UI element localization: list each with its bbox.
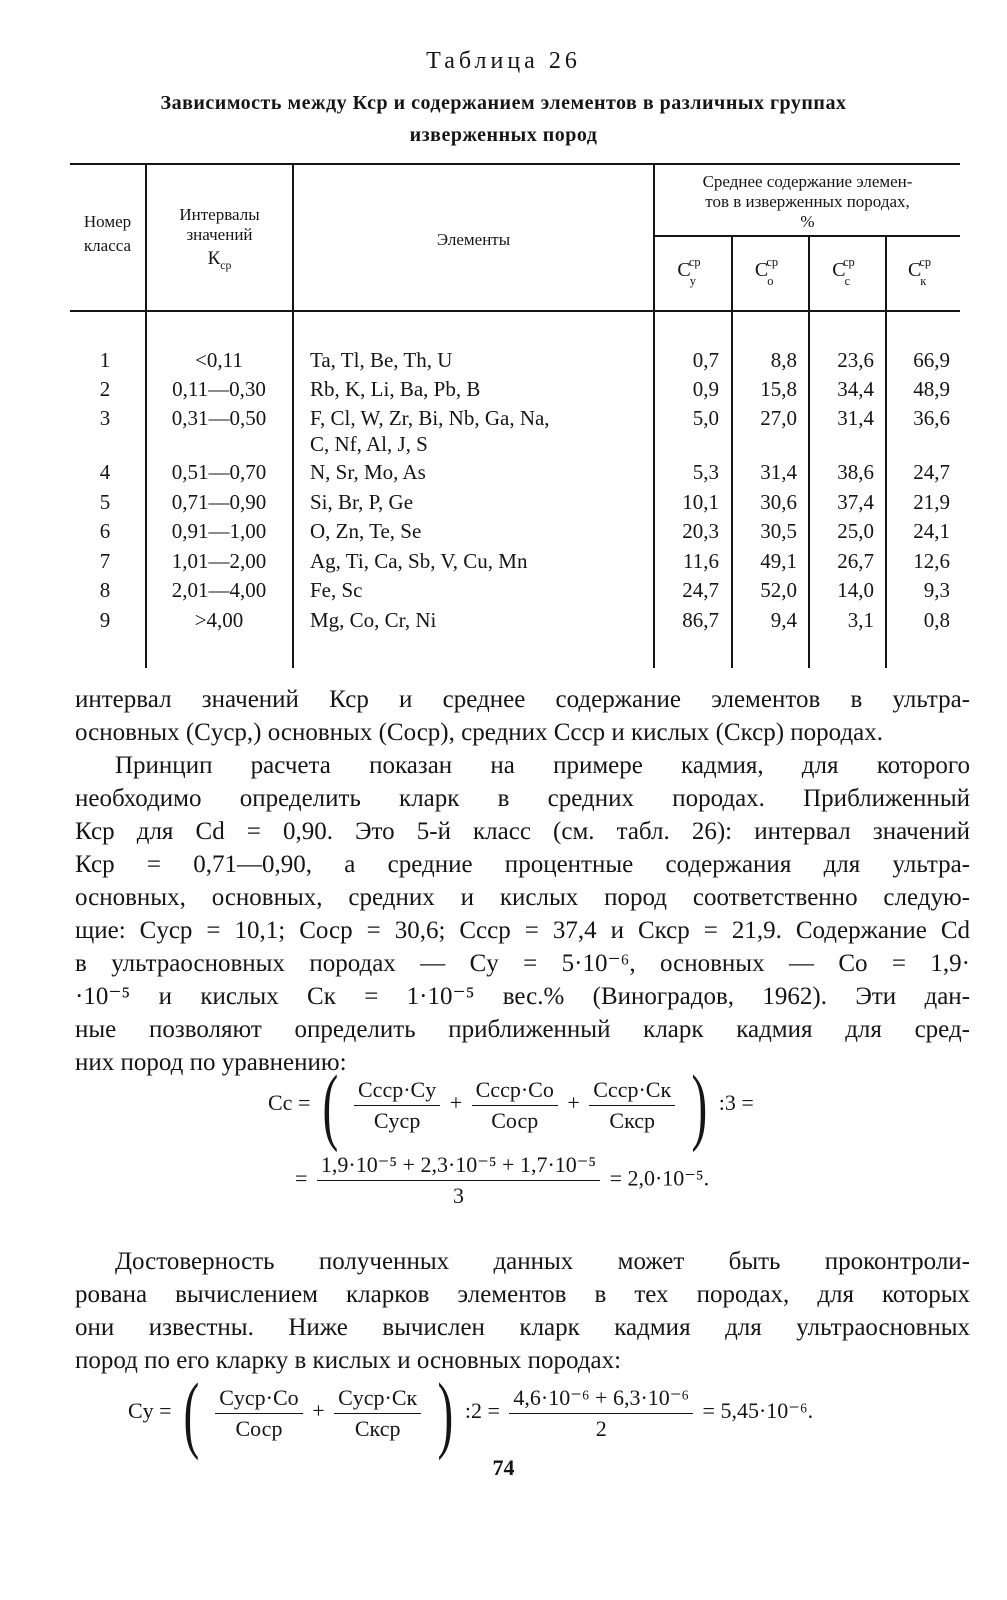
cell-cu: 20,3 [682, 519, 719, 543]
cell-co: 15,8 [760, 377, 797, 401]
cell-interval: 0,51—0,70 [171, 460, 267, 484]
cell-ck: 48,9 [913, 377, 950, 401]
header-mean-content [655, 172, 960, 232]
fraction-denominator: Cкср [354, 1415, 401, 1441]
equation-tail: :3 = [718, 1090, 754, 1116]
cell-ck: 36,6 [913, 406, 950, 430]
cell-cc: 3,1 [847, 608, 874, 632]
table-title-line2: изверженных пород [409, 124, 598, 146]
plus-sign: + [567, 1090, 580, 1116]
cell-ck: 66,9 [913, 348, 950, 372]
header-elements: Элементы [436, 230, 511, 249]
cell-interval: 0,91—1,00 [171, 519, 267, 543]
paragraph-2 [75, 749, 970, 1079]
cell-class-number: 4 [99, 460, 111, 484]
text-line: пород по его кларку в кислых и основных породах: [75, 1347, 622, 1374]
table-label: Таблица 26 [426, 48, 581, 74]
cell-cc: 25,0 [837, 519, 874, 543]
cell-interval: <0,11 [195, 348, 243, 372]
cell-cu: 10,1 [682, 490, 719, 514]
header-text: % [800, 212, 815, 231]
page-number: 74 [492, 1455, 515, 1480]
table-top-rule [70, 163, 960, 165]
cell-class-number: 3 [99, 406, 111, 430]
text-line: интервал значений Кср и среднее содержание элементов в ультра- [75, 686, 970, 713]
cell-ck: 21,9 [913, 490, 950, 514]
text-line: Достоверность полученных данных может быть проконтроли- [115, 1248, 970, 1275]
cell-cu: 0,7 [692, 348, 719, 372]
fraction-denominator: 2 [595, 1415, 607, 1441]
cell-cu: 5,3 [692, 460, 719, 484]
plus-sign: + [449, 1090, 463, 1116]
cell-class-number: 5 [99, 490, 111, 514]
cell-elements: Ag, Ti, Ca, Sb, V, Cu, Mn [310, 549, 528, 573]
table-col-divider [731, 236, 733, 668]
cell-cu: 0,9 [692, 377, 719, 401]
fraction-numerator: Cсср·Cо [472, 1077, 558, 1106]
cell-ck: 24,7 [913, 460, 950, 484]
text-line: рована вычислением кларков элементов в тех породах, для которых [75, 1281, 970, 1308]
equation-cadmium-result [295, 1152, 709, 1209]
cell-cc: 23,6 [837, 348, 874, 372]
text-line: необходимо определить кларк в средних породах. Приближенный [75, 785, 970, 812]
equation-cadmium-intermediate [268, 1057, 754, 1153]
fraction [472, 1077, 558, 1134]
table-col-divider [885, 236, 887, 668]
equation-result: = 5,45·10⁻⁶. [702, 1398, 814, 1424]
fraction [334, 1385, 421, 1442]
fraction-numerator: 1,9·10⁻⁵ + 2,3·10⁻⁵ + 1,7·10⁻⁵ [317, 1152, 600, 1181]
header-text: тов в изверженных породах, [705, 192, 910, 211]
bracket-right: ) [691, 1057, 707, 1153]
text-line: в ультраосновных породах — Cу = 5·10⁻⁶, основных — Cо = 1,9· [75, 950, 970, 977]
cell-interval: 1,01—2,00 [171, 549, 267, 573]
header-text: $К_{ср}$ [207, 248, 232, 272]
cell-elements: Mg, Co, Cr, Ni [310, 608, 437, 632]
text-line: ·10⁻⁵ и кислых Cк = 1·10⁻⁵ вес.% (Виноградов, 1962). Эти дан- [75, 983, 970, 1010]
cell-cu: 24,7 [682, 578, 719, 602]
table-header-rule [70, 310, 960, 312]
cell-class-number: 6 [99, 519, 111, 543]
text-line: Кср = 0,71—0,90, а средние процентные содержания для ультра- [75, 851, 970, 878]
cell-cc: 14,0 [837, 578, 874, 602]
equation-result: = 2,0·10⁻⁵. [609, 1165, 710, 1191]
header-text: значений [186, 225, 253, 244]
fraction [589, 1077, 675, 1134]
cell-elements: Ta, Tl, Be, Th, U [310, 348, 453, 372]
text-line: щие: Cуср = 10,1; Cоср = 30,6; Cсср = 37,4 и Cкср = 21,9. Содержание Cd [75, 917, 970, 944]
cell-ck: 9,3 [923, 578, 950, 602]
cell-co: 30,6 [760, 490, 797, 514]
cell-co: 27,0 [760, 406, 797, 430]
fraction-numerator: Cсср·Cу [354, 1077, 440, 1106]
equals-sign: = [295, 1165, 308, 1191]
header-ck: $C_к^{ср}$ [907, 255, 932, 288]
bracket-left: ( [322, 1057, 339, 1153]
cell-ck: 24,1 [913, 519, 950, 543]
cell-co: 9,4 [770, 608, 797, 632]
cell-ck: 12,6 [913, 549, 950, 573]
cell-elements: Fe, Sc [310, 578, 363, 602]
cell-interval: 0,71—0,90 [171, 490, 267, 514]
cell-class-number: 8 [99, 578, 111, 602]
cell-co: 49,1 [760, 549, 797, 573]
bracket-left: ( [183, 1365, 200, 1461]
text-line: Кср для Cd = 0,90. Это 5-й класс (см. табл. 26): интервал значений [75, 818, 970, 845]
cell-co: 8,8 [770, 348, 797, 372]
cell-ck: 0,8 [923, 608, 950, 632]
header-text: Номер [83, 212, 132, 231]
cell-elements: N, Sr, Mo, As [310, 460, 426, 484]
table-title-line1: Зависимость между Кср и содержанием элементов в различных группах [160, 92, 847, 114]
text-line: ные позволяют определить приближенный кларк кадмия для сред- [75, 1016, 970, 1043]
cell-class-number: 9 [99, 608, 111, 632]
header-cu: $C_у^{ср}$ [677, 255, 701, 288]
fraction-numerator: 4,6·10⁻⁶ + 6,3·10⁻⁶ [509, 1385, 693, 1414]
text-line: они известны. Ниже вычислен кларк кадмия для ультраосновных [75, 1314, 970, 1341]
cell-cc: 37,4 [837, 490, 874, 514]
cell-elements: Rb, K, Li, Ba, Pb, B [310, 377, 481, 401]
cell-co: 31,4 [760, 460, 797, 484]
cell-cc: 31,4 [837, 406, 874, 430]
cell-cu: 5,0 [692, 406, 719, 430]
plus-sign: + [312, 1398, 325, 1424]
cell-elements-continued: C, Nf, Al, J, S [310, 432, 428, 456]
fraction [509, 1385, 693, 1442]
fraction-numerator: Cсср·Cк [589, 1077, 675, 1106]
bracket-right: ) [437, 1365, 453, 1461]
cell-elements: F, Cl, W, Zr, Bi, Nb, Ga, Na, [310, 406, 550, 430]
cell-class-number: 2 [99, 377, 111, 401]
cell-cc: 26,7 [837, 549, 874, 573]
header-interval [147, 205, 292, 272]
equation-ultrabasic [128, 1365, 814, 1461]
cell-interval: 0,11—0,30 [172, 377, 266, 401]
header-co: $C_о^{ср}$ [754, 255, 779, 288]
cell-interval: 2,01—4,00 [171, 578, 267, 602]
cell-co: 52,0 [760, 578, 797, 602]
fraction-denominator: 3 [452, 1183, 464, 1208]
fraction-numerator: Cуср·Cк [334, 1385, 421, 1414]
cell-cu: 86,7 [682, 608, 719, 632]
cell-cc: 34,4 [837, 377, 874, 401]
fraction-denominator: Cоср [235, 1415, 283, 1441]
cell-cc: 38,6 [837, 460, 874, 484]
cell-cu: 11,6 [683, 549, 719, 573]
text-line: них пород по уравнению: [75, 1049, 347, 1076]
header-text: Среднее содержание элемен- [702, 172, 913, 191]
paragraph-1 [75, 683, 970, 749]
table-col-divider [808, 236, 810, 668]
equation-lhs: Cу = [128, 1398, 172, 1424]
cell-elements: O, Zn, Te, Se [310, 519, 422, 543]
fraction [215, 1385, 302, 1442]
text-line: основных, основных, средних и кислых пород соответственно следую- [75, 884, 970, 911]
fraction-numerator: Cуср·Cо [215, 1385, 302, 1414]
fraction-denominator: Cоср [491, 1107, 539, 1133]
cell-interval: 0,31—0,50 [171, 406, 267, 430]
cell-interval: >4,00 [194, 608, 244, 632]
cell-elements: Si, Br, P, Ge [310, 490, 414, 514]
text-line: Принцип расчета показан на примере кадмия, для которого [115, 752, 970, 779]
paragraph-3 [75, 1245, 970, 1377]
cell-class-number: 7 [99, 549, 111, 573]
header-cc: $C_с^{ср}$ [832, 255, 855, 288]
header-text: Интервалы [179, 205, 260, 224]
equation-lhs: Cс = [268, 1090, 311, 1116]
fraction-denominator: Cуср [373, 1107, 421, 1133]
header-text: класса [83, 236, 132, 255]
fraction-denominator: Cкср [609, 1107, 655, 1133]
fraction [354, 1077, 440, 1134]
text-line: основных (Cуср,) основных (Cоср), средних Cсср и кислых (Cкср) породах. [75, 719, 884, 746]
cell-class-number: 1 [99, 348, 111, 372]
equation-tail: :2 = [464, 1398, 500, 1424]
cell-co: 30,5 [760, 519, 797, 543]
header-class-number [70, 210, 145, 258]
fraction [317, 1152, 600, 1209]
